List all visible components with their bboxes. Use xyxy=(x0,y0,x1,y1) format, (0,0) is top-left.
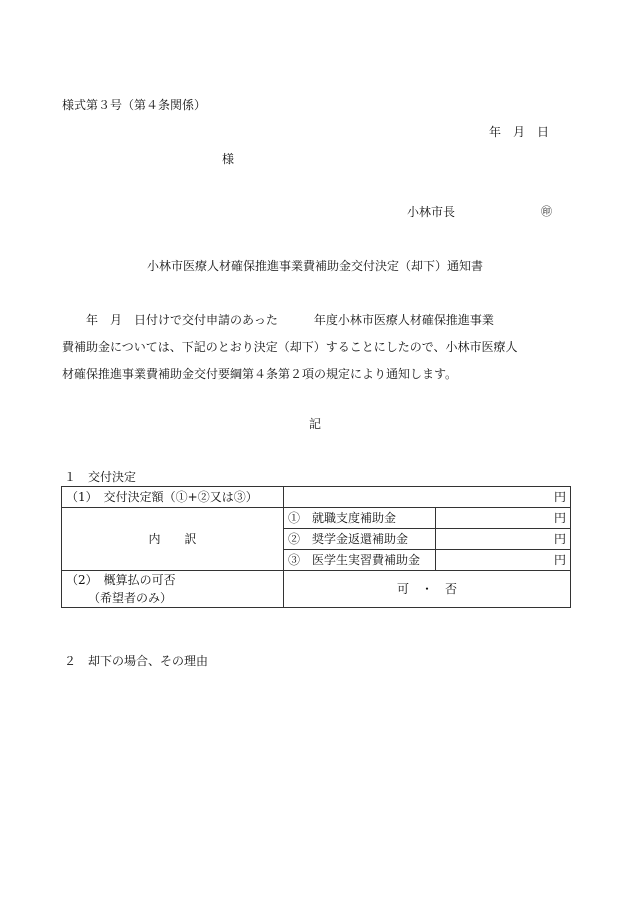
table-row xyxy=(62,508,571,529)
body-line-2: 費補助金については、下記のとおり決定（却下）することにしたので、小林市医療人 xyxy=(62,340,518,354)
advance-payment-label xyxy=(62,571,284,608)
item-label: ② 奨学金返還補助金 xyxy=(284,529,436,550)
ki-heading: 記 xyxy=(308,417,321,431)
item-unit: 円 xyxy=(436,508,571,529)
date-line: 年 月 日 xyxy=(489,125,550,139)
body-line-1: 年 月 日付けで交付申請のあった 年度小林市医療人材確保推進事業 xyxy=(62,313,494,327)
item-unit: 円 xyxy=(436,550,571,571)
advance-payment-label-main: （2） 概算払の可否 xyxy=(66,573,176,587)
issuer-mayor: 小林市長 xyxy=(407,205,456,219)
item-label: ③ 医学生実習費補助金 xyxy=(284,550,436,571)
grant-decision-table xyxy=(61,486,571,608)
table-row xyxy=(62,571,571,608)
advance-payment-label-note: （希望者のみ） xyxy=(88,591,173,605)
decision-amount-label: （1） 交付決定額（①+②又は③） xyxy=(62,487,284,508)
addressee-suffix: 様 xyxy=(222,152,235,166)
breakdown-label: 内 訳 xyxy=(62,508,284,571)
advance-payment-choice: 可 ・ 否 xyxy=(284,571,571,608)
item-unit: 円 xyxy=(436,529,571,550)
item-label: ① 就職支度補助金 xyxy=(284,508,436,529)
table-row xyxy=(62,487,571,508)
seal-mark: ㊞ xyxy=(541,205,552,218)
section-2-heading: ２ 却下の場合、その理由 xyxy=(64,654,209,668)
form-number: 様式第３号（第４条関係） xyxy=(62,98,207,112)
document-title: 小林市医療人材確保推進事業費補助金交付決定（却下）通知書 xyxy=(146,259,483,273)
section-1-heading: １ 交付決定 xyxy=(64,470,137,484)
body-line-3: 材確保推進事業費補助金交付要綱第４条第２項の規定により通知します。 xyxy=(62,367,458,381)
body-paragraph xyxy=(62,307,574,388)
decision-amount-unit: 円 xyxy=(284,487,571,508)
